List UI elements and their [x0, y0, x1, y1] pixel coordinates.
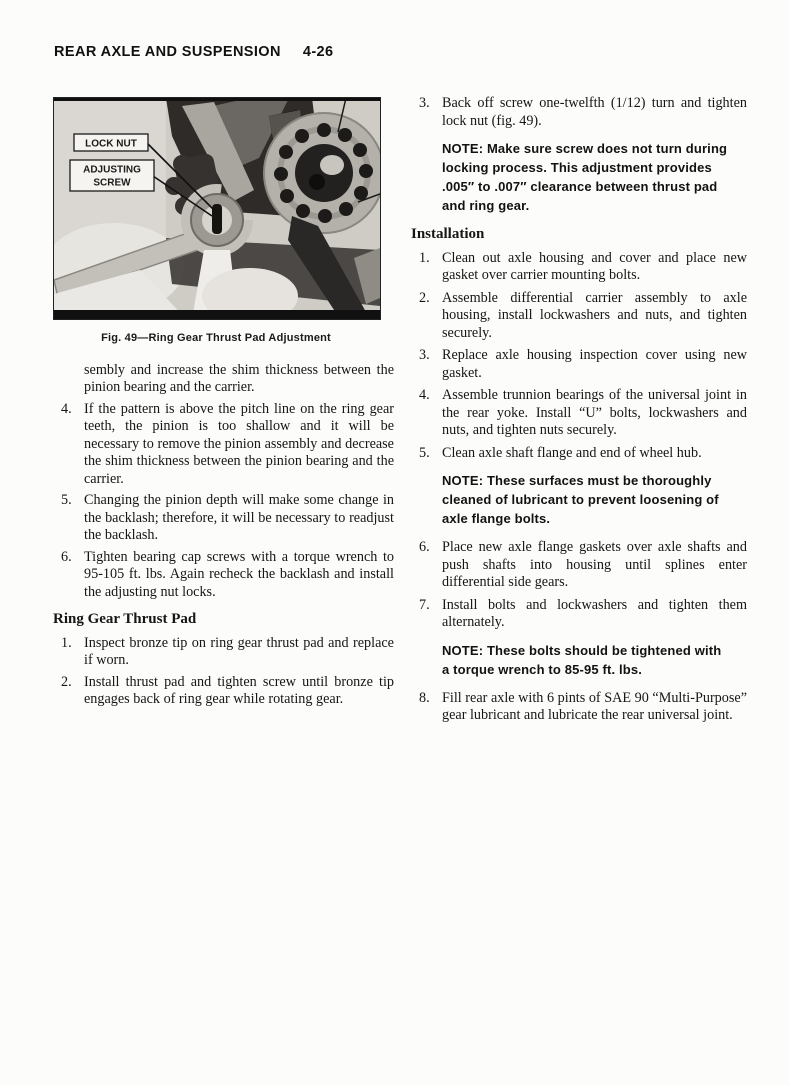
item-text: Install bolts and lockwashers and tighten them alternately. — [442, 596, 747, 630]
item-text: Back off screw one-twelfth (1/12) turn and tighten lock nut (fig. 49). — [442, 95, 747, 129]
item-number: 6. — [61, 548, 72, 565]
figure-caption: Fig. 49—Ring Gear Thrust Pad Adjustment — [101, 332, 331, 344]
adjusting-screw-label-line2: SCREW — [93, 177, 131, 189]
item-text: Place new axle flange gaskets over axle shafts and push shafts into housing until splines enter differential side gears. — [442, 539, 747, 590]
item-text: Inspect bronze tip on ring gear thrust pad and replace if worn. — [84, 634, 394, 668]
item-number: 5. — [419, 444, 430, 461]
right-column — [411, 95, 747, 730]
page-header — [54, 44, 333, 60]
page-number: 4-26 — [302, 44, 334, 60]
list-item — [53, 492, 394, 545]
item-number: 4. — [419, 387, 430, 403]
heading-ring-gear-thrust-pad: Ring Gear Thrust Pad — [53, 611, 197, 627]
list-item — [411, 250, 747, 285]
item-number: 8. — [419, 689, 430, 706]
item-number: 6. — [419, 539, 430, 555]
list-item — [53, 401, 394, 489]
item-text: Install thrust pad and tighten screw until bronze tip engages back of ring gear while rotating gear. — [84, 673, 394, 707]
item-number: 1. — [61, 634, 72, 651]
item-number: 7. — [419, 596, 430, 613]
item-number: 2. — [61, 673, 72, 690]
adjusting-screw — [191, 194, 243, 246]
left-column — [53, 97, 394, 713]
item-number: 1. — [419, 249, 430, 266]
item-text: Replace axle housing inspection cover using new gasket. — [442, 347, 747, 381]
paragraph-continuation: sembly and increase the shim thickness between the pinion bearing and the carrier. — [84, 361, 394, 395]
figure-photo — [53, 97, 381, 320]
note-block: NOTE: Make sure screw does not turn during locking process. This adjustment provides .005″ to .007″ clearance between thrust pad and ring gear. — [442, 141, 728, 213]
item-number: 4. — [61, 400, 72, 417]
figure-49 — [53, 97, 379, 348]
note-block: NOTE: These surfaces must be thoroughly cleaned of lubricant to prevent loosening of axle flange bolts. — [442, 473, 719, 526]
list-item — [411, 690, 747, 725]
item-text: Assemble trunnion bearings of the universal joint in the rear yoke. Install “U” bolts, lockwashers and nuts, and tighten nuts securely. — [442, 387, 747, 438]
item-number: 5. — [61, 492, 72, 508]
item-text: Fill rear axle with 6 pints of SAE 90 “Multi-Purpose” gear lubricant and lubricate the rear universal joint. — [442, 689, 747, 723]
list-item — [53, 549, 394, 602]
adjusting-screw-label-line1: ADJUSTING — [83, 164, 141, 176]
section-title: REAR AXLE AND SUSPENSION — [54, 44, 281, 60]
list-item — [411, 387, 747, 440]
item-text: Clean out axle housing and cover and place new gasket over carrier mounting bolts. — [442, 249, 747, 283]
lock-nut-label: LOCK NUT — [85, 138, 137, 150]
list-item — [411, 95, 747, 130]
list-item — [53, 674, 394, 709]
item-number: 3. — [419, 347, 430, 363]
list-item — [53, 635, 394, 670]
item-text: Clean axle shaft flange and end of wheel hub. — [442, 444, 702, 461]
note-block: NOTE: These bolts should be tightened with a torque wrench to 85-95 ft. lbs. — [442, 642, 722, 677]
list-item — [411, 597, 747, 632]
list-item — [411, 290, 747, 343]
item-number: 2. — [419, 289, 430, 306]
item-text: Assemble differential carrier assembly to axle housing, install lockwashers and nuts, and tighten securely. — [442, 289, 747, 341]
item-text: Changing the pinion depth will make some change in the backlash; therefore, it will be necessary to readjust the backlash. — [84, 492, 394, 543]
heading-installation: Installation — [411, 226, 485, 242]
item-text: Tighten bearing cap screws with a torque wrench to 95-105 ft. lbs. Again recheck the backlash and install the adjusting nut locks. — [84, 548, 394, 600]
item-number: 3. — [419, 95, 430, 111]
list-item — [411, 445, 747, 463]
list-item — [411, 347, 747, 382]
list-item — [411, 539, 747, 592]
item-text: If the pattern is above the pitch line on the ring gear teeth, the pinion is too shallow and it will be necessary to remove the pinion assembly and decrease the shim thickness between the pinion bearing and the carrier. — [84, 400, 394, 487]
